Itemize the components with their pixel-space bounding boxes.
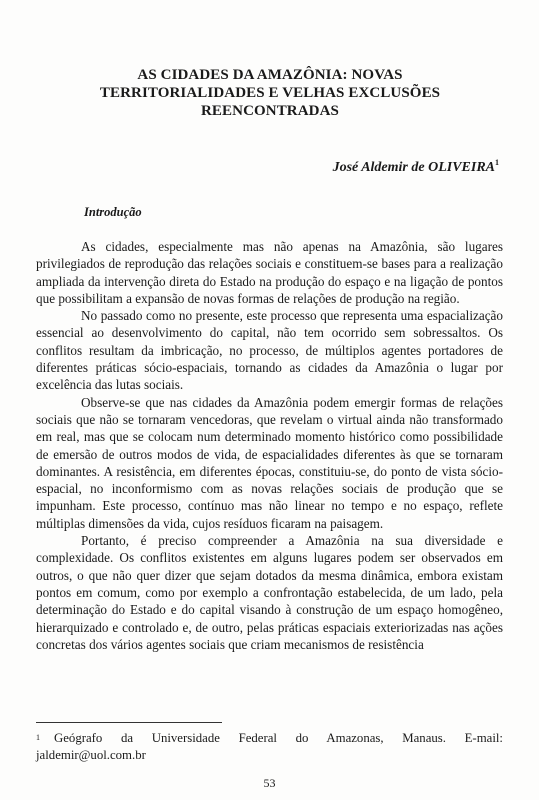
author-name	[333, 160, 499, 176]
title-line-1: AS CIDADES DA AMAZÔNIA: NOVAS	[137, 67, 403, 83]
article-title	[60, 66, 480, 120]
paragraph-2: No passado como no presente, este processo que representa uma espacialização essencial ao desenvolvimento do capital, não tem ocorrido sem sobressaltos. Os conflitos resultam da imbricação, no processo, de múltiplos agentes portadores de diferentes práticas sócio-espaciais, tornando as cidades da Amazônia o lugar por excelência das lutas sociais.	[36, 308, 503, 393]
paragraph-1: As cidades, especialmente mas não apenas na Amazônia, são lugares privilegiados de reprodução das relações sociais e constituem-se bases para a realização ampliada da intervenção direta do Estado na produção do espaço e na ligação de pontos que possibilitam a expansão de novas formas de relações de produção na região.	[36, 239, 503, 306]
title-line-2: TERRITORIALIDADES E VELHAS EXCLUSÕES	[99, 85, 441, 101]
footnote-marker: 1	[36, 733, 40, 742]
footnote	[36, 730, 503, 764]
footnote-divider	[36, 722, 222, 723]
article-body	[36, 238, 503, 653]
page-number: 53	[263, 776, 276, 790]
author-name-text: José Aldemir de OLIVEIRA	[332, 160, 495, 175]
footnote-text: Geógrafo da Universidade Federal do Amazonas, Manaus. E-mail: jaldemir@uol.com.br	[36, 731, 503, 762]
title-line-3: REENCONTRADAS	[201, 103, 339, 119]
paragraph-4: Portanto, é preciso compreender a Amazônia na sua diversidade e complexidade. Os conflitos existentes em alguns lugares podem ser observados em outros, o que não quer dizer que sejam dotados da mesma dinâmica, embora existam pontos em comum, como por exemplo a confrontação estabelecida, de um lado, pela determinação do Estado e do capital visando à construção de um espaço homogêneo, hierarquizado e controlado e, de outro, pelas práticas espaciais exteriorizadas nas ações concretas dos vários agentes sociais que criam mecanismos de resistência	[36, 533, 503, 652]
author-footnote-marker: 1	[495, 158, 499, 167]
section-heading: Introdução	[84, 205, 142, 219]
paragraph-3: Observe-se que nas cidades da Amazônia podem emergir formas de relações sociais que não se tornaram vencedoras, que revelam o virtual ainda não transformado em real, mas que se colocam num determinado momento histórico como possibilidade de emersão de outros modos de vida, de espacialidades diferentes às que se tornaram dominantes. A resistência, em diferentes épocas, constituiu-se, do ponto de vista sócio-espacial, no inconformismo com as novas relações sociais de produção que se impunham. Este processo, contínuo mas não linear no tempo e no espaço, reflete múltiplas dimensões da vida, cujos resíduos ficaram na paisagem.	[36, 394, 503, 531]
